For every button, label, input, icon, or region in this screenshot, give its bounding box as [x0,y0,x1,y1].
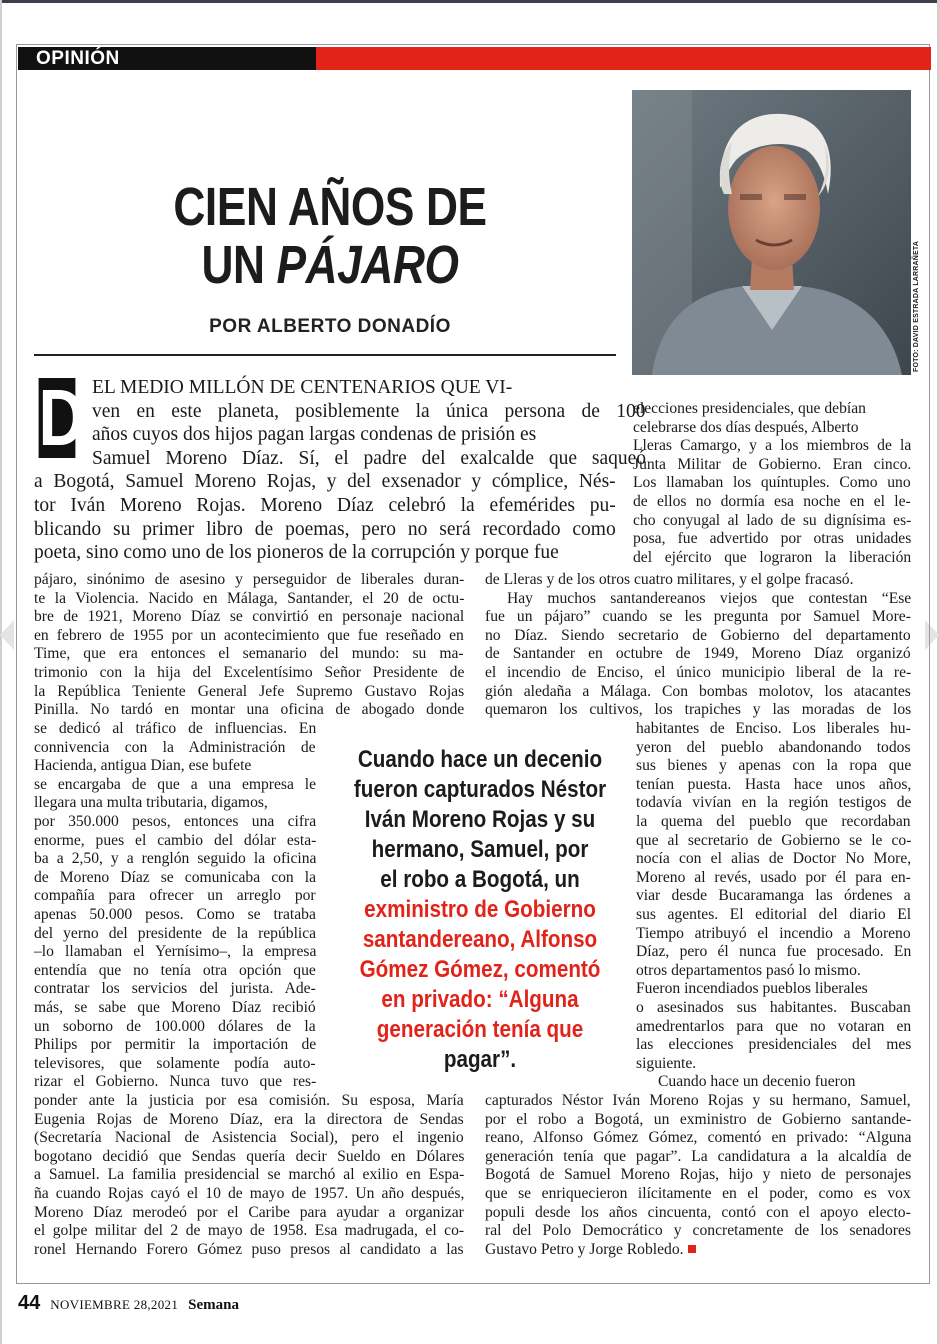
body-line: más, se sabe que Moreno Díaz recibió [34,999,316,1016]
body-line: compañía para ofrecer un arreglo por [34,887,316,905]
body-line: no Díaz. Siendo secretario de Gobierno del departamento [485,626,911,644]
body-line: llegara una multa tributaria, digamos, [34,794,268,812]
lead-line: Samuel Moreno Díaz. Sí, el padre del exalcalde que saqueó [92,447,647,469]
pull-quote-line: fueron capturados Néstor [353,776,607,803]
headline [150,178,511,294]
body-line: siguiente. [636,1054,697,1072]
section-accent-bar [316,47,931,70]
drop-cap: D [38,373,85,462]
headline-line-1: CIEN AÑOS DE [173,177,487,237]
left-page-edge [0,0,2,1344]
issue-date: NOVIEMBRE 28,2021 [50,1297,179,1312]
author-photo [632,90,911,375]
body-line: amedrentarlos para que no votaran en [636,1017,912,1035]
pull-quote-line: Iván Moreno Rojas y su [364,806,596,833]
body-line: de Santander en octubre de 1949, Moreno Díaz organizó [485,645,911,663]
pull-quote-line: Cuando hace un decenio [357,746,603,773]
body-line: Hay muchos santandereanos viejos que contestan “Ese [507,589,912,607]
body-line: pájaro, sinónimo de asesino y perseguidor de liberales duran- [34,571,465,588]
body-line: viar desde Bucaramanga las órdenes a [636,887,911,905]
pull-quote-line: Gómez Gómez, comentó [359,956,601,983]
lead-line: blicando su primer libro de poemas, pero no será recordado como [34,518,616,540]
page-footer [18,1292,239,1320]
lead-line: a Bogotá, Samuel Moreno Rojas, y del exsenador y cómplice, Nés- [34,471,616,493]
body-line: se dedicó al tráfico de influencias. En [34,720,317,737]
body-line: Tiempo atribuyó el incendio a Moreno [636,924,911,942]
body-line: Fueron incendiados pueblos liberales [636,980,868,998]
body-line: gión aledaña a Málaga. Con bombas molotov, los atacantes [485,682,911,700]
body-line: ba a 2,50, y a renglón seguido la oficina [34,850,317,868]
body-line: de ellos no dormía esa noche en el le- [633,493,911,510]
body-line: trimonio con la hija del Excelentísimo Señor Presidente de [34,664,465,681]
body-line: la República Teniente General Jefe Supremo Gustavo Rojas [34,682,465,700]
body-line: Time, que era entonces el semanario del mundo: su ma- [34,645,464,663]
body-line: te la Violencia. Nacido en Málaga, Santander, el 20 de octu- [34,589,465,607]
body-line: Cuando hace un decenio fueron [658,1073,856,1091]
portrait-image [632,90,911,375]
headline-rule [34,354,616,356]
body-line: todavía vivían en la región testigos de [636,794,912,812]
body-line: bogotano decidió que Sendas quería decir Sueldo en Dólares [34,1147,465,1165]
body-line: connivencia con la Administración de [34,738,316,756]
headline-line-2-italic: PÁJARO [276,235,459,295]
section-label: OPINIÓN [18,47,316,70]
body-line: del ejército que lograron la liberación [633,548,912,566]
top-border [0,0,939,3]
body-line: apenas 50.000 pesos. Como se trataba [34,906,316,923]
body-line: ral del Polo Democrático y concretamente de los senadores [485,1222,911,1240]
lead-line: poeta, sino como uno de los pioneros de la corrupción y porque fue [34,542,559,564]
body-line: Gustavo Petro y Jorge Robledo. [485,1241,696,1260]
body-line: otros departamentos pasó lo mismo. [636,961,861,979]
prev-page-arrow[interactable] [0,620,14,650]
body-line: contratar los servicios del jurista. Ade- [34,980,316,998]
body-line: Díaz, pero él nunca fue procesado. En [636,943,912,961]
pull-quote [330,745,630,1075]
lead-line: tor Iván Moreno Rojas. Moreno Díaz celebró la efemérides pu- [34,495,616,516]
lead-line: ven en este planeta, posiblemente la única persona de 100 [92,400,646,422]
headline-line-2 [150,236,511,294]
body-line: enorme, pues el cambio del dólar esta- [34,831,317,849]
body-line: Bogotá de Samuel Moreno Rojas, hijo y nieto de personajes [485,1166,912,1184]
body-line: de Moreno Díaz se comunicaba con la [34,868,317,886]
body-line: reano, Alfonso Gómez Gómez, comentó en privado: “Alguna [485,1129,912,1147]
body-line: a Samuel. La familia presidencial se marchó al exilio en Espa- [34,1166,465,1184]
body-line: cho conyugal al lado de su dignísima es- [633,511,912,529]
body-line: populi desde los años cincuenta, contó con el apoyo electo- [485,1203,911,1221]
pull-quote-line: pagar”. [443,1046,517,1073]
body-line: ponder ante la justicia por esa comisión. Su esposa, María [34,1092,464,1109]
body-line: bre de 1921, Moreno Díaz se convirtió en personaje nacional [34,608,465,626]
headline-line-2-plain: UN [201,235,277,295]
body-line: Eugenia Rojas de Moreno Díaz, era la directora de Sendas [34,1110,464,1128]
body-line: sus bienes y apenas con la ropa que [636,757,912,775]
body-line: por el robo a Bogotá, un exministro de Gobierno santande- [485,1110,912,1128]
end-mark [688,1245,696,1253]
body-line: nocía con el alias de Doctor No More, [636,850,912,868]
body-line: el incendio de Enciso, el único municipio liberal de la re- [485,664,912,681]
body-line: fue un pájaro” cuando se les pregunta por Samuel More- [485,608,911,626]
body-line: del yerno del presidente de la república [34,924,317,942]
magazine-name: Semana [188,1297,239,1313]
photo-credit: FOTO: DAVID ESTRADA LARRAÑETA [913,240,920,372]
body-line: Philips por permitir la importación de [34,1036,317,1054]
body-line: que al secretario de Gobierno se le co- [636,831,912,849]
body-line: de Lleras y de los otros cuatro militares, y el golpe fracasó. [485,571,854,588]
body-line: rizar el Gobierno. Nunca tuvo que res- [34,1073,317,1091]
body-line: Moreno Díaz merodeó por el Caribe para ayudar a organizar [34,1203,464,1221]
body-line: –lo llamaban el Yernísimo–, la empresa [34,943,317,961]
byline: POR ALBERTO DONADÍO [209,316,451,337]
body-line: o asesinados sus habitantes. Buscaban [636,999,911,1016]
pull-quote-line: santandereano, Alfonso [362,926,598,953]
body-line: Moreno al revés, usado por él para en- [636,868,911,886]
body-line: (Secretaría Nacional de Asistencia Social), pero el ingenio [34,1129,464,1147]
pull-quote-line: en privado: “Alguna [381,986,579,1013]
body-line: Pinilla. No tardó en montar una oficina de abogado donde [34,701,465,719]
body-line: las elecciones presidenciales del mes [636,1036,912,1054]
body-line: por 350.000 pesos, entonces una cifra [34,813,317,830]
pull-quote-line: generación tenía que [376,1016,584,1043]
body-line: el golpe militar del 2 de mayo de 1958. Esa madrugada, el co- [34,1222,465,1240]
body-line: generación tenía que pagar”. La candidatura a la alcaldía de [485,1147,912,1165]
page-number: 44 [18,1292,41,1314]
body-line: Los llamaban los quíntuples. Como uno [633,474,911,492]
body-line: capturados Néstor Iván Moreno Rojas y su hermano, Samuel, [485,1092,911,1109]
body-line: en febrero de 1955 por un acontecimiento que fue reseñado en [34,626,464,644]
body-line: un soborno de 100.000 dólares de la [34,1017,316,1035]
body-line: televisores, que solamente podía auto- [34,1054,316,1072]
body-line: la quema del pueblo que recordaban [636,813,911,830]
body-line: Hacienda, antigua Dian, ese bufete [34,757,252,775]
body-line: celebrarse dos días después, Alberto [633,418,859,436]
lead-line: EL MEDIO MILLÓN DE CENTENARIOS QUE VI- [92,377,513,398]
pull-quote-line: exministro de Gobierno [364,896,596,923]
body-line: se encargaba de que a una empresa le [34,775,317,793]
body-line: entendía que no tenía otra opción que [34,961,316,979]
body-line: quemaron los cultivos, los trapiches y las moradas de los [485,701,912,719]
body-line: ronel Hernando Forero Gómez puso presos al candidato a las [34,1240,464,1258]
body-line: ña cuando Rojas cayó el 10 de mayo de 1957. Un año después, [34,1185,465,1202]
section-bar [18,47,931,70]
body-line: posa, fue advertido por otras unidades [633,530,912,548]
body-line: habitantes de Enciso. Los liberales hu- [636,720,911,737]
body-line: elecciones presidenciales, que debían [633,400,866,417]
body-line: Lleras Camargo, y a los miembros de la [633,437,912,455]
body-line: que se enriquecieron ilícitamente en el poder, como es vox [485,1185,911,1202]
body-line: Junta Militar de Gobierno. Eran cinco. [633,455,912,473]
pull-quote-line: hermano, Samuel, por [371,836,589,863]
pull-quote-line: el robo a Bogotá, un [380,866,580,893]
body-line: sus agentes. El editorial del diario El [636,906,912,923]
lead-line: años cuyos dos hijos pagan largas condenas de prisión es [92,424,537,446]
body-line: tenían puesta. Hasta hace unos años, [636,775,912,793]
body-line: yeron del pueblo abandonando todos [636,738,911,756]
